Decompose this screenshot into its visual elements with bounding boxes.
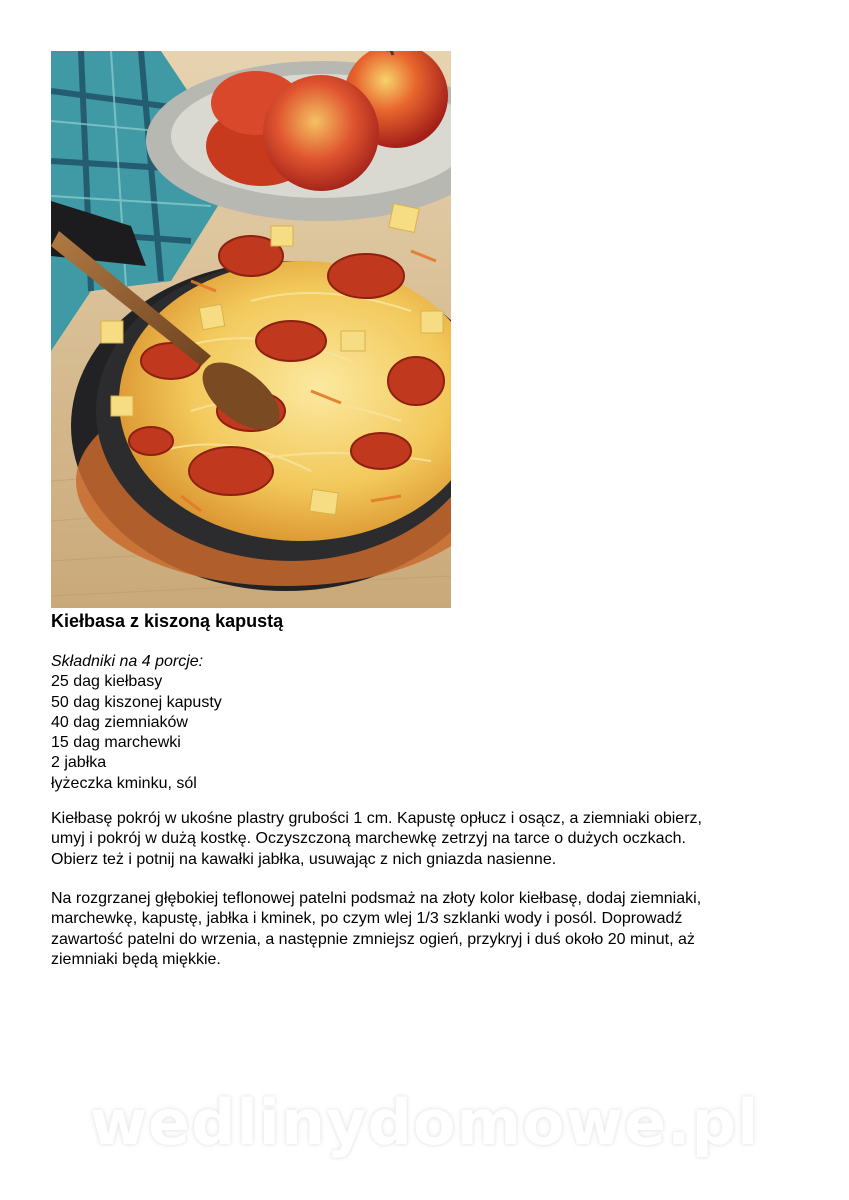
dish-photo [51, 51, 451, 608]
paragraph-line: Na rozgrzanej głębokiej teflonowej patelni podsmaż na złoty kolor kiełbasę, dodaj ziemniaki, [51, 890, 702, 907]
ingredient-item: 50 dag kiszonej kapusty [51, 693, 222, 711]
ingredients-list [51, 652, 222, 794]
ingredient-item: 40 dag ziemniaków [51, 713, 188, 731]
ingredient-item: 25 dag kiełbasy [51, 673, 163, 691]
site-watermark: wedlinydomowe.pl [89, 1086, 760, 1159]
paragraph-line: zawartość patelni do wrzenia, a następnie zmniejsz ogień, przykryj i duś około 20 minut, aż [51, 930, 695, 948]
ingredient-item: łyżeczka kminku, sól [51, 774, 197, 792]
ingredient-item: 2 jabłka [51, 754, 107, 772]
preparation-paragraph-1 [51, 809, 781, 870]
paragraph-line: Obierz też i potnij na kawałki jabłka, usuwając z nich gniazda nasienne. [51, 850, 557, 868]
ingredients-heading: Składniki na 4 porcje: [51, 653, 204, 670]
recipe-title: Kiełbasa z kiszoną kapustą [51, 611, 284, 631]
ingredient-item: 15 dag marchewki [51, 734, 181, 752]
preparation-paragraph-2 [51, 889, 781, 970]
paragraph-line: ziemniaki będą miękkie. [51, 950, 221, 968]
paragraph-line: Kiełbasę pokrój w ukośne plastry grubości 1 cm. Kapustę opłucz i osącz, a ziemniaki obierz, [51, 810, 702, 827]
paragraph-line: umyj i pokrój w dużą kostkę. Oczyszczoną marchewkę zetrzyj na tarce o dużych oczkach. [51, 830, 686, 848]
paragraph-line: marchewkę, kapustę, jabłka i kminek, po czym wlej 1/3 szklanki wody i posól. Doprowadź [51, 910, 683, 928]
